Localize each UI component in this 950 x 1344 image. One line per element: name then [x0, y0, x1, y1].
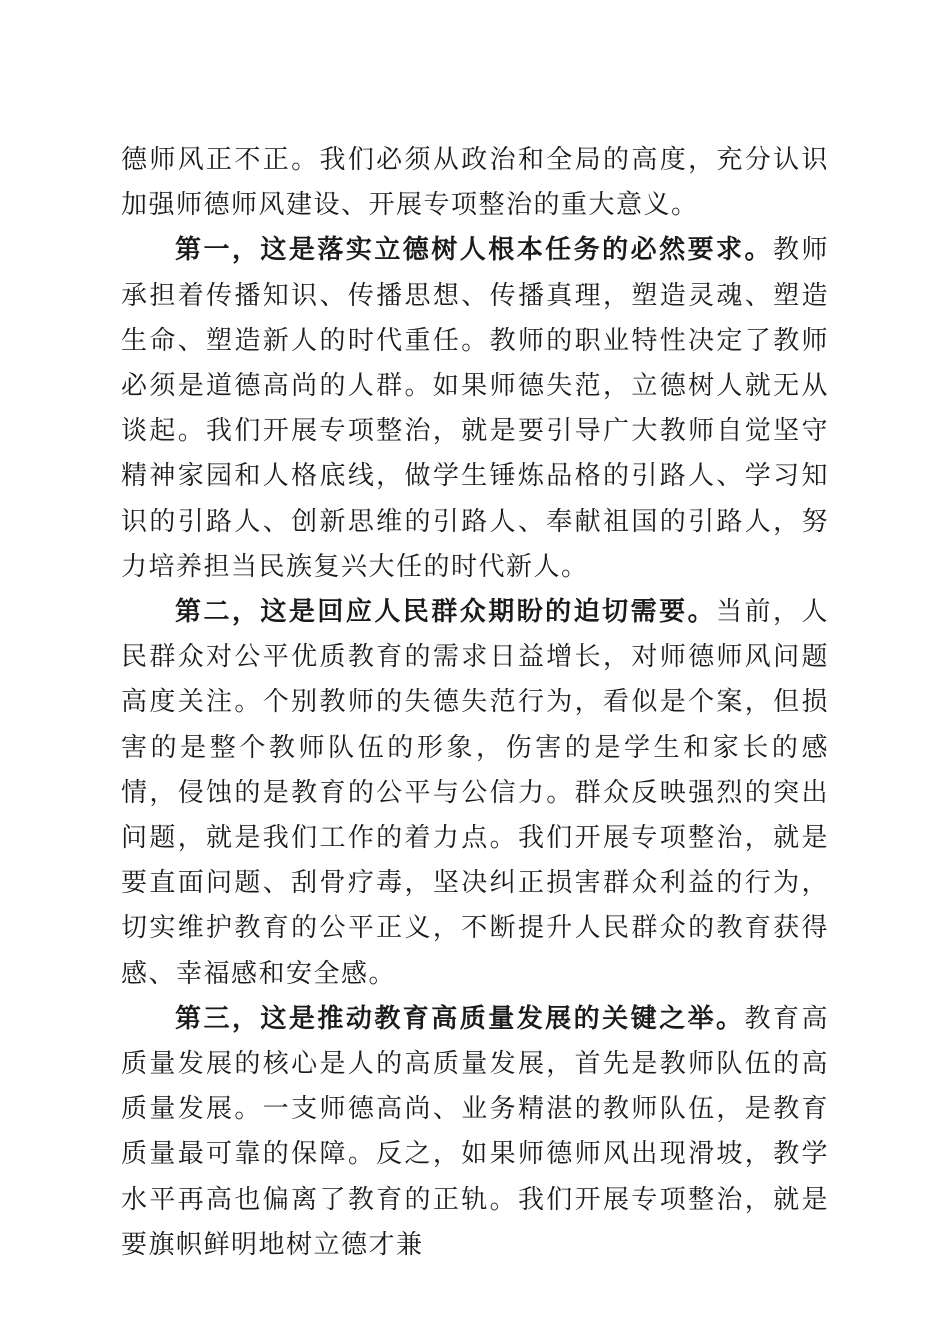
paragraph-lead: 第一，这是落实立德树人根本任务的必然要求。	[175, 235, 773, 266]
paragraph-first-point	[121, 228, 829, 590]
paragraph-text: 教育高质量发展的核心是人的高质量发展，首先是教师队伍的高质量发展。一支师德高尚、业务精湛的教师队伍，是教育质量最可靠的保障。反之，如果师德师风出现滑坡，教学水平再高也偏离了教育的正轨。我们开展专项整治，就是要旗帜鲜明地树立德才兼	[121, 1003, 829, 1260]
paragraph-lead: 第三，这是推动教育高质量发展的关键之举。	[175, 1003, 745, 1034]
paragraph-text: 当前，人民群众对公平优质教育的需求日益增长，对师德师风问题高度关注。个别教师的失德失范行为，看似是个案，但损害的是整个教师队伍的形象，伤害的是学生和家长的感情，侵蚀的是教育的公平与公信力。群众反映强烈的突出问题，就是我们工作的着力点。我们开展专项整治，就是要直面问题、刮骨疗毒，坚决纠正损害群众利益的行为，切实维护教育的公平正义，不断提升人民群众的教育获得感、幸福感和安全感。	[121, 597, 829, 989]
paragraph-text: 德师风正不正。我们必须从政治和全局的高度，充分认识加强师德师风建设、开展专项整治的重大意义。	[121, 145, 829, 221]
paragraph-lead: 第二，这是回应人民群众期盼的迫切需要。	[175, 597, 717, 628]
paragraph-text: 教师承担着传播知识、传播思想、传播真理，塑造灵魂、塑造生命、塑造新人的时代重任。教师的职业特性决定了教师必须是道德高尚的人群。如果师德失范，立德树人就无从谈起。我们开展专项整治，就是要引导广大教师自觉坚守精神家园和人格底线，做学生锤炼品格的引路人、学习知识的引路人、创新思维的引路人、奉献祖国的引路人，努力培养担当民族复兴大任的时代新人。	[121, 235, 829, 582]
paragraph-continuation	[121, 138, 829, 228]
document-page	[121, 138, 829, 1268]
paragraph-second-point	[121, 590, 829, 997]
paragraph-third-point	[121, 997, 829, 1268]
